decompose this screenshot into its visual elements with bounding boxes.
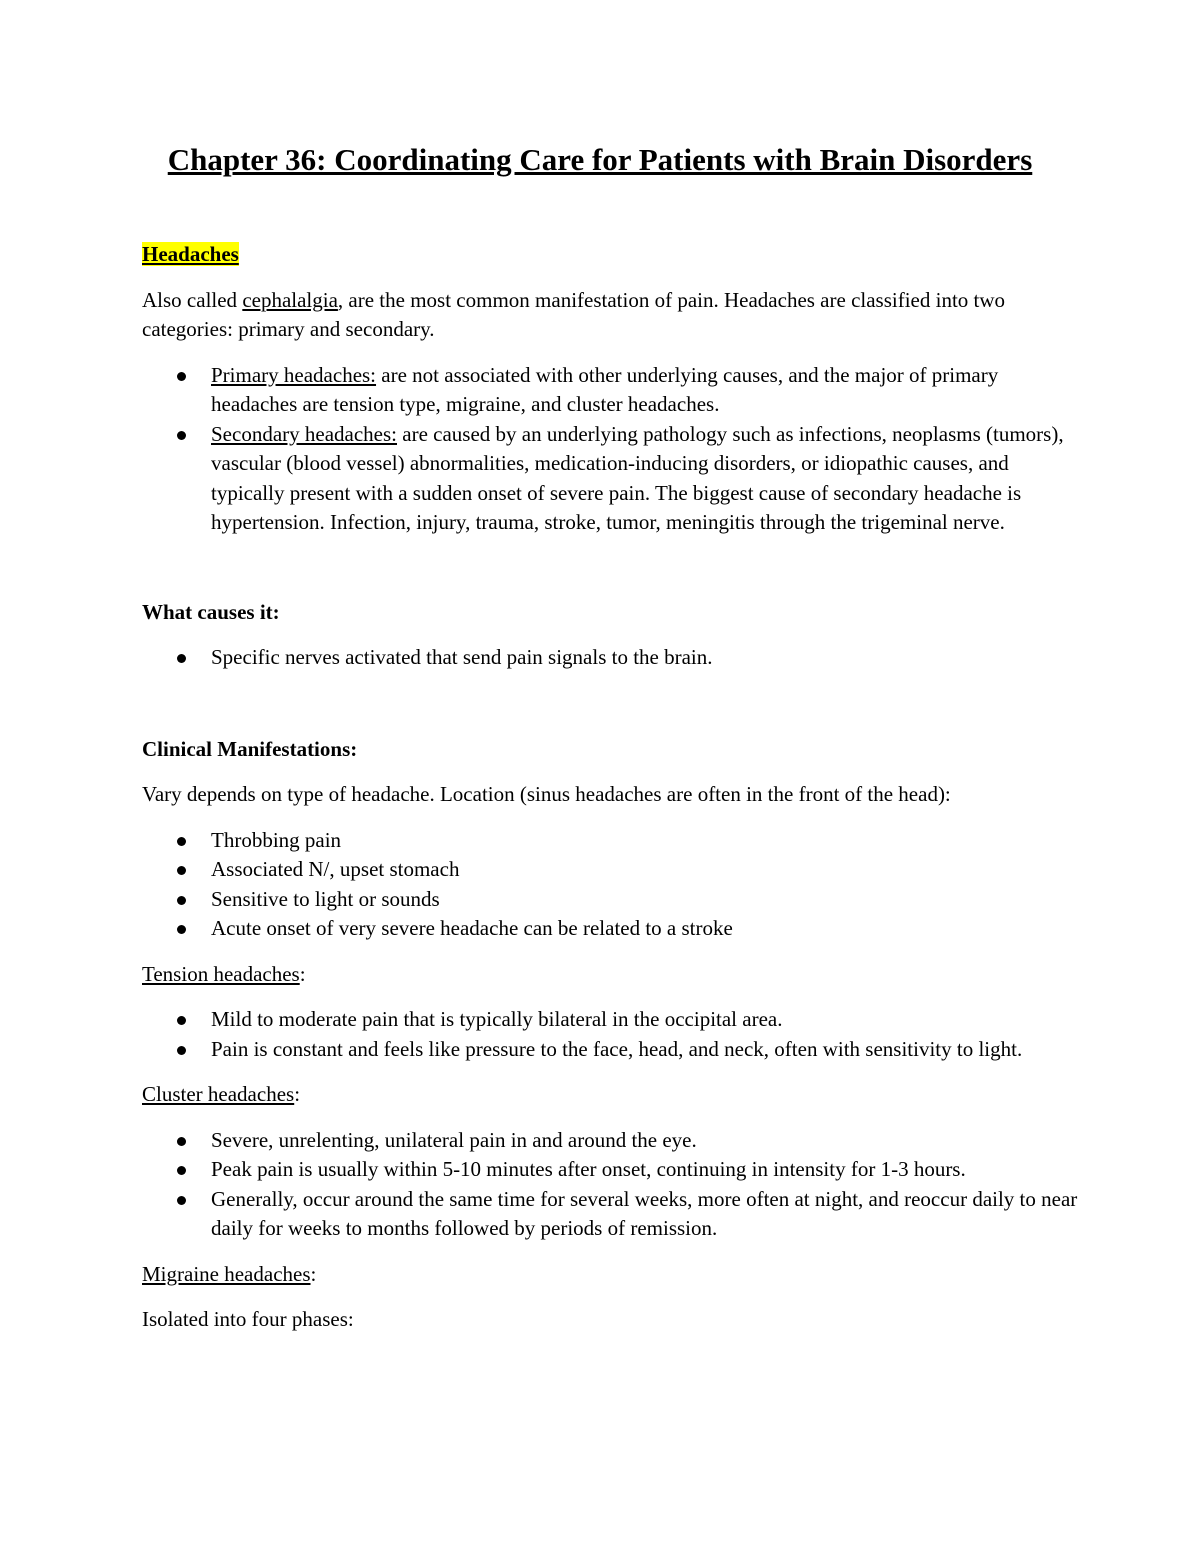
section-heading-cluster [142, 1080, 1082, 1110]
migraine-heading-text: Migraine headaches [142, 1261, 311, 1286]
list-item: Generally, occur around the same time for several weeks, more often at night, and reoccur daily to near daily for weeks to months followed by periods of remission. [142, 1185, 1082, 1244]
tension-heading-colon: : [299, 961, 306, 986]
headaches-intro [142, 286, 1082, 345]
section-heading-causes: What causes it: [142, 599, 280, 624]
list-item: Specific nerves activated that send pain signals to the brain. [142, 643, 1082, 673]
list-item: Peak pain is usually within 5-10 minutes after onset, continuing in intensity for 1-3 hours. [142, 1155, 1082, 1185]
intro-prefix: Also called [142, 287, 243, 312]
section-heading-migraine [142, 1260, 1082, 1290]
clinical-intro: Vary depends on type of headache. Location (sinus headaches are often in the front of the head): [142, 782, 951, 806]
cluster-list [142, 1126, 1082, 1244]
intro-suffix: , are the most common manifestation of pain. Headaches are classified into two categories: primary and secondary. [142, 287, 1006, 341]
migraine-heading-colon: : [310, 1261, 317, 1286]
causes-list [142, 643, 1082, 673]
list-item: Pain is constant and feels like pressure to the face, head, and neck, often with sensitivity to light. [142, 1035, 1082, 1065]
tension-list [142, 1005, 1082, 1064]
list-item: Sensitive to light or sounds [142, 885, 1082, 915]
section-heading-clinical: Clinical Manifestations: [142, 736, 358, 761]
cluster-heading-text: Cluster headaches [142, 1082, 295, 1106]
list-item: Severe, unrelenting, unilateral pain in and around the eye. [142, 1126, 1082, 1156]
highlighted-heading: Headaches [142, 242, 239, 266]
type-term: Primary headaches: [211, 362, 377, 387]
section-heading-tension [142, 960, 1082, 990]
tension-heading-text: Tension headaches [142, 961, 300, 986]
headache-types-list [142, 361, 1082, 538]
type-term: Secondary headaches: [211, 421, 397, 446]
list-item [142, 361, 1082, 420]
cluster-heading-colon: : [294, 1082, 301, 1106]
section-heading-headaches [142, 240, 1082, 270]
list-item: Mild to moderate pain that is typically bilateral in the occipital area. [142, 1005, 1082, 1035]
clinical-list [142, 826, 1082, 944]
list-item: Associated N/, upset stomach [142, 855, 1082, 885]
page-title: Chapter 36: Coordinating Care for Patients with Brain Disorders [167, 142, 1033, 177]
list-item [142, 420, 1082, 538]
list-item: Throbbing pain [142, 826, 1082, 856]
intro-term: cephalalgia [242, 287, 338, 312]
type-text: are not associated with other underlying causes, and the major of primary headaches are tension type, migraine, and cluster headaches. [211, 362, 999, 416]
list-item: Acute onset of very severe headache can be related to a stroke [142, 914, 1082, 944]
migraine-intro: Isolated into four phases: [142, 1307, 354, 1331]
document-body [142, 240, 1082, 1335]
type-text: are caused by an underlying pathology such as infections, neoplasms (tumors), vascular (blood vessel) abnormalities, medication-inducing disorders, or idiopathic causes, and typically present with a sudden onset of severe pain. The biggest cause of secondary headache is hypertension. Infection, injury, trauma, stroke, tumor, meningitis through the trigeminal nerve. [211, 421, 1064, 534]
